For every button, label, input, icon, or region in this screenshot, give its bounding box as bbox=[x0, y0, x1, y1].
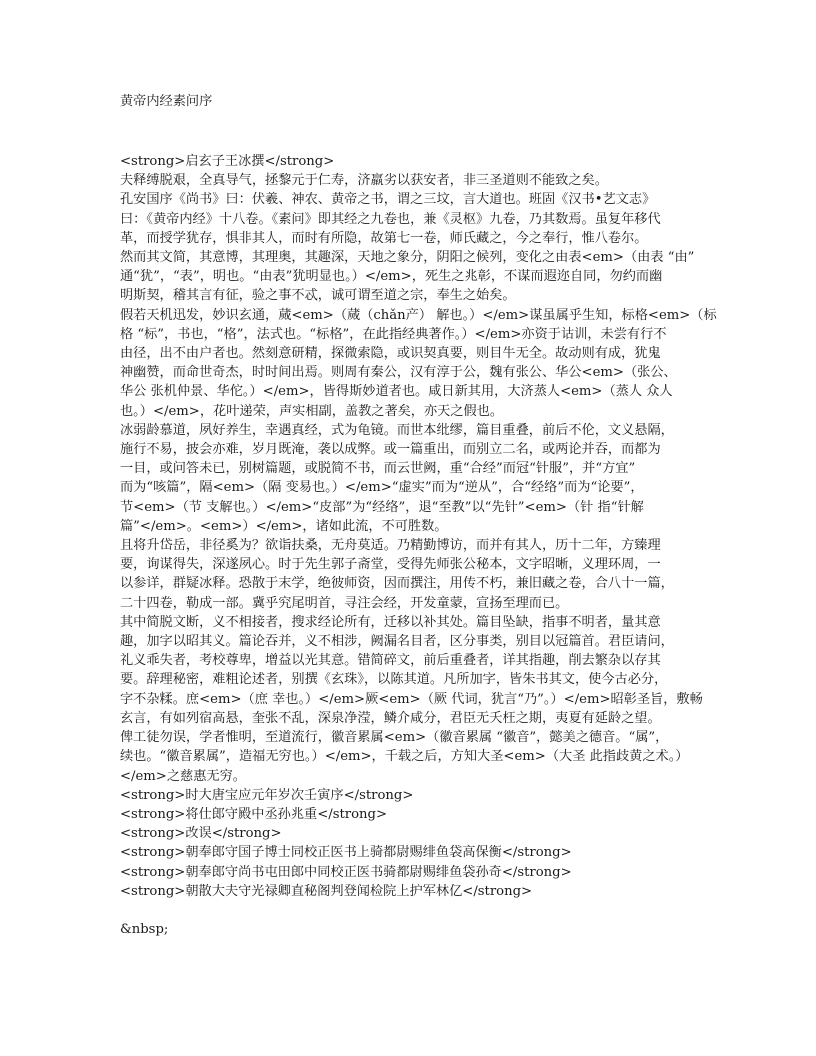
body-line: 施行不易，披会亦难，岁月既淹，袭以成弊。或一篇重出，而别立二名，或两论并吞，而都为 bbox=[120, 442, 661, 458]
body-line: 假若天机迅发，妙识玄通，蒇<em>（蒇（chǎn产） 解也。）</em>谋虽属乎生知，标格<em>（标 bbox=[120, 307, 717, 323]
body-line: <strong>朝奉郎守尚书屯田郎中同校正医书骑都尉赐绯鱼袋孙奇</strong> bbox=[120, 864, 572, 880]
document-page bbox=[120, 92, 717, 939]
body-line: 由径，出不由户者也。然刻意研精，探微索隐，或识契真要，则目牛无全。故动则有成，犹鬼 bbox=[120, 346, 661, 362]
body-line: 二十四卷，勒成一部。冀乎究尾明首，寻注会经，开发童蒙，宣扬至理而已。 bbox=[120, 595, 569, 611]
body-line: 曰：《黄帝内经》十八卷。《素问》即其经之九卷也，兼《灵枢》九卷，乃其数焉。虽复年移代 bbox=[120, 211, 661, 227]
body-line: 俾工徒勿误，学者惟明，至道流行，徽音累属<em>（徽音累属 “徽音”，懿美之德音。“属”， bbox=[120, 730, 669, 746]
body-line: 夫释缚脱艰，全真导气，拯黎元于仁寿，济羸劣以获安者，非三圣道则不能致之矣。 bbox=[120, 173, 608, 189]
body-line: 华公 张机仲景、华佗。）</em>，皆得斯妙道者也。咸日新其用，大济蒸人<em>（蒸人 众人 bbox=[120, 384, 673, 400]
body-line: 以参详，群疑冰释。恐散于末学，绝彼师资，因而撰注，用传不朽，兼旧藏之卷，合八十一篇， bbox=[120, 576, 674, 592]
body-line: 其中简脱文断，义不相接者，搜求经论所有，迁移以补其处。篇目坠缺，指事不明者，量其意 bbox=[120, 614, 661, 630]
body-line: </em>之慈惠无穷。 bbox=[120, 768, 246, 784]
body-line: 续也。“徽音累属”，造福无穷也。）</em>，千载之后，方知大圣<em>（大圣 此指歧黄之术。） bbox=[120, 749, 689, 765]
body-line: <strong>改误</strong> bbox=[120, 826, 282, 842]
document-body bbox=[120, 152, 717, 939]
body-line: 明斯契，稽其言有征，验之事不忒，诚可谓至道之宗，奉生之始矣。 bbox=[120, 288, 516, 304]
body-line: <strong>朝散大夫守光禄卿直秘阁判登闻检院上护军林亿</strong> bbox=[120, 883, 533, 899]
body-line: 要。辞理秘密，难粗论述者，别撰《玄珠》，以陈其道。凡所加字，皆朱书其文，使今古必分， bbox=[120, 672, 668, 688]
body-line: 通“犹”，“表”，明也。“由表”犹明显也。）</em>，死生之兆彰，不谋而遐迩自同，勿约而幽 bbox=[120, 269, 663, 285]
body-line: 节<em>（节 支解也。）</em>“皮部”为“经络”，退“至教”以“先针”<em>（针 指“针解 bbox=[120, 499, 644, 515]
body-line: 而为“咳篇”，隔<em>（隔 变易也。）</em>“虚实”而为“逆从”，合“经络”而为“论要”， bbox=[120, 480, 644, 496]
blank-line bbox=[120, 901, 700, 920]
body-line: 礼义乖失者，考校尊卑，增益以光其意。错简碎文，前后重叠者，详其指趣，削去繁杂以存其 bbox=[120, 653, 661, 669]
body-line: 一目，或问答未已，别树篇题，或脱简不书，而云世阙，重“合经”而冠“针服”，并“方宜” bbox=[120, 461, 636, 477]
document-title: 黄帝内经素问序 bbox=[120, 94, 213, 109]
body-line: 篇”</em>。<em>）</em>，诸如此流，不可胜数。 bbox=[120, 518, 448, 534]
body-line: 要，询谋得失，深遂夙心。时于先生郭子斋堂，受得先师张公秘本，文字昭晰，义理环周，一 bbox=[120, 557, 661, 573]
body-line: <strong>时大唐宝应元年岁次壬寅序</strong> bbox=[120, 787, 414, 803]
body-line: 玄言，有如列宿高悬，奎张不乱，深泉净滢，鳞介咸分，君臣无夭枉之期，夷夏有延龄之望。 bbox=[120, 710, 661, 726]
body-line: <strong>将仕郎守殿中丞孙兆重</strong> bbox=[120, 806, 388, 822]
footer-text: &nbsp; bbox=[120, 921, 169, 937]
body-line: 革，而授学犹存，惧非其人，而时有所隐，故第七一卷，师氏藏之，今之奉行，惟八卷尔。 bbox=[120, 230, 648, 246]
body-line: 孔安国序《尚书》曰：伏羲、神农、黄帝之书，谓之三坟，言大道也。班固《汉书•艺文志》 bbox=[120, 192, 656, 208]
body-line: 冰弱龄慕道，夙好养生，幸遇真经，式为龟镜。而世本纰缪，篇目重叠，前后不伦，文义悬隔， bbox=[120, 422, 674, 438]
body-line: 也。）</em>，花叶递荣，声实相副，盖教之著矣，亦天之假也。 bbox=[120, 403, 504, 419]
body-line: 然而其文简，其意博，其理奥，其趣深，天地之象分，阴阳之候列，变化之由表<em>（由表 “由” bbox=[120, 250, 695, 266]
body-line: 神幽赞，而命世奇杰，时时间出焉。则周有秦公，汉有淳于公，魏有张公、华公<em>（张公、 bbox=[120, 365, 677, 381]
body-line: <strong>启玄子王冰撰</strong> bbox=[120, 154, 335, 169]
body-line: 字不杂糅。庶<em>（庶 幸也。）</em>厥<em>（厥 代词，犹言“乃”。）</em>昭彰圣旨，敷畅 bbox=[120, 691, 703, 707]
body-line: 趣，加字以昭其义。篇论吞并，义不相涉，阙漏名目者，区分事类，别目以冠篇首。君臣请问， bbox=[120, 634, 674, 650]
body-line: 格 “标”，书也，“格”，法式也。“标格”，在此指经典著作。）</em>亦资于诂训，未尝有行不 bbox=[120, 326, 667, 342]
body-line: 且将升岱岳，非径奚为？欲诣扶桑，无舟莫适。乃精勤博访，而并有其人，历十二年，方臻理 bbox=[120, 538, 661, 554]
body-line: <strong>朝奉郎守国子博士同校正医书上骑都尉赐绯鱼袋高保衡</strong> bbox=[120, 845, 572, 861]
